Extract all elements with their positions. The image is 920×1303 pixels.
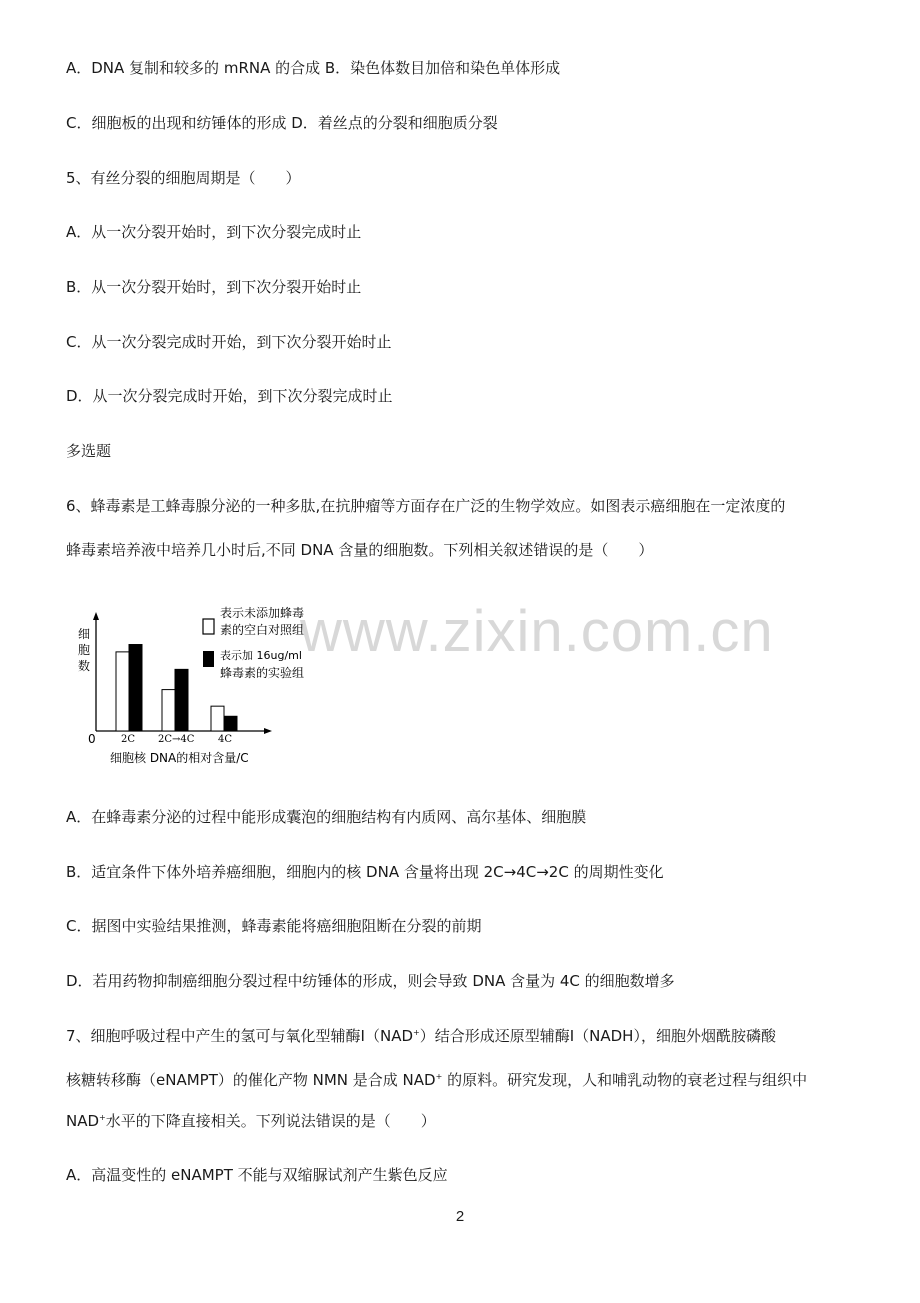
x-tick-label: 2C→4C: [158, 734, 195, 745]
q6-stem-line1: 6、蜂毒素是工蜂毒腺分泌的一种多肽,在抗肿瘤等方面存在广泛的生物学效应。如图表示癌细胞在一定浓度的: [66, 497, 786, 515]
y-axis-label-char: 细: [78, 627, 91, 641]
q4-options-cd: C．细胞板的出现和纺锤体的形成 D．着丝点的分裂和细胞质分裂: [66, 114, 498, 132]
y-axis-label-char: 胞: [78, 643, 91, 657]
bar-control-2: [211, 706, 224, 731]
superscript-plus: +: [435, 1072, 443, 1081]
legend: [203, 605, 304, 680]
origin-label: 0: [88, 732, 96, 746]
q7-stem-line1: [66, 1026, 776, 1046]
legend-swatch-control: [203, 619, 214, 634]
bar-control-1: [162, 690, 175, 731]
q4-options-ab: A．DNA 复制和较多的 mRNA 的合成 B．染色体数目加倍和染色单体形成: [66, 59, 561, 77]
q7-l1-part1: 7、细胞呼吸过程中产生的氢可与氧化型辅酶Ⅰ（NAD: [66, 1027, 414, 1045]
q7-l2-part2: 的原料。研究发现，人和哺乳动物的衰老过程与组织中: [442, 1071, 808, 1089]
q7-l3-part1: NAD: [66, 1112, 100, 1130]
q5-option-d: D．从一次分裂完成时开始，到下次分裂完成时止: [66, 387, 393, 405]
q6-option-b: B．适宜条件下体外培养癌细胞，细胞内的核 DNA 含量将出现 2C→4C→2C 的周期性变化: [66, 863, 664, 881]
q7-option-a: A．高温变性的 eNAMPT 不能与双缩脲试剂产生紫色反应: [66, 1166, 448, 1184]
q5-stem: 5、有丝分裂的细胞周期是（ ）: [66, 169, 301, 187]
x-axis-arrow: [264, 728, 272, 734]
q7-l2-part1: 核糖转移酶（eNAMPT）的催化产物 NMN 是合成 NAD: [66, 1071, 436, 1089]
q7-l3-part2: 水平的下降直接相关。下列说法错误的是（ ）: [105, 1112, 436, 1130]
page-number: 2: [455, 1208, 465, 1225]
bar-control-0: [116, 652, 129, 731]
x-axis-label: 细胞核 DNA的相对含量/C: [110, 751, 249, 765]
bar-chart: [66, 598, 346, 773]
q5-option-c: C．从一次分裂完成时开始，到下次分裂开始时止: [66, 333, 392, 351]
q5-option-b: B．从一次分裂开始时，到下次分裂开始时止: [66, 278, 362, 296]
section-heading: 多选题: [66, 442, 112, 460]
legend-control-line1: 表示未添加蜂毒: [220, 606, 305, 620]
legend-experiment-line2: 蜂毒素的实验组: [220, 666, 305, 680]
bar-experiment-0: [129, 645, 142, 731]
y-axis-label-char: 数: [78, 659, 91, 673]
x-tick-label: 2C: [121, 734, 136, 745]
q7-stem-line3: [66, 1111, 436, 1131]
bar-experiment-1: [175, 669, 188, 731]
x-tick-label: 4C: [218, 734, 233, 745]
q6-option-c: C．据图中实验结果推测，蜂毒素能将癌细胞阻断在分裂的前期: [66, 917, 482, 935]
watermark: www.zixin.com.cn: [300, 599, 774, 664]
q6-stem-line2: 蜂毒素培养液中培养几小时后,不同 DNA 含量的细胞数。下列相关叙述错误的是（ ）: [66, 541, 654, 559]
q6-option-a: A．在蜂毒素分泌的过程中能形成囊泡的细胞结构有内质网、高尔基体、细胞膜: [66, 808, 587, 826]
y-axis-arrow: [93, 612, 99, 620]
superscript-plus: +: [413, 1028, 420, 1037]
q5-option-a: A．从一次分裂开始时，到下次分裂完成时止: [66, 223, 362, 241]
q7-stem-line2: [66, 1070, 807, 1090]
y-axis-label: [78, 627, 90, 673]
superscript-plus: +: [99, 1113, 106, 1122]
legend-swatch-experiment: [203, 651, 214, 667]
q7-l1-part2: ）结合形成还原型辅酶Ⅰ（NADH），细胞外烟酰胺磷酸: [419, 1027, 776, 1045]
legend-experiment-line1: 表示加 16ug/ml: [220, 649, 302, 662]
bar-experiment-2: [224, 716, 237, 731]
legend-control-line2: 素的空白对照组: [220, 623, 305, 637]
q6-option-d: D．若用药物抑制癌细胞分裂过程中纺锤体的形成，则会导致 DNA 含量为 4C 的细胞数增多: [66, 972, 675, 990]
